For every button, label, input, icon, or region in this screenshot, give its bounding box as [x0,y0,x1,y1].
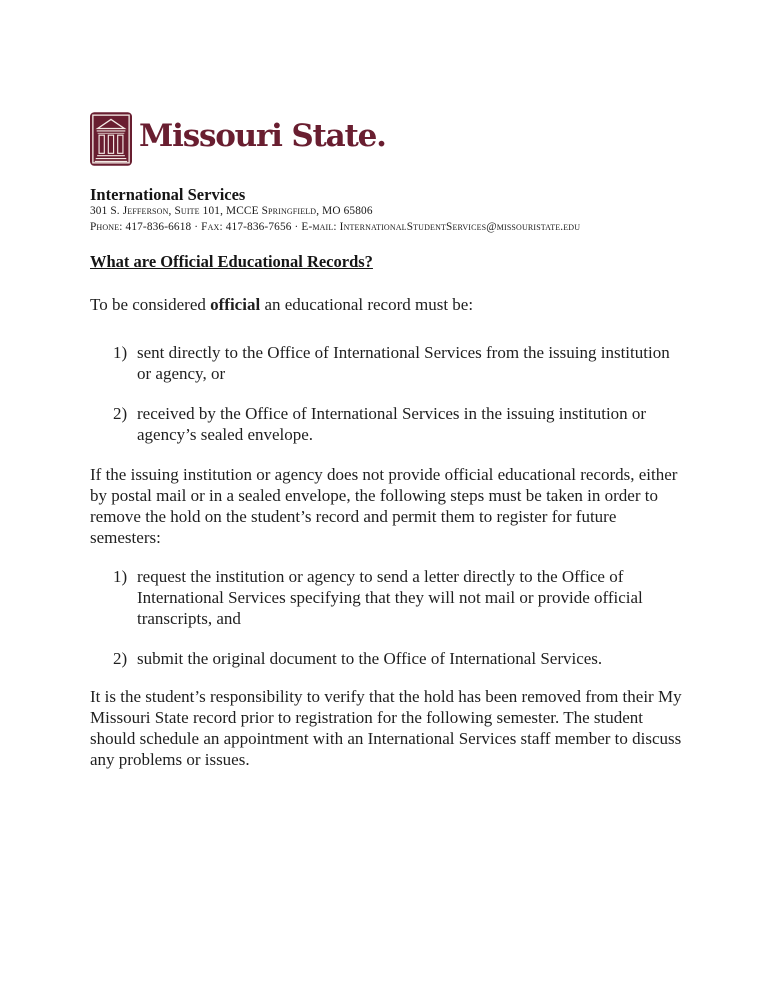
list-item [113,342,682,384]
steps-paragraph: If the issuing institution or agency does not provide official educational records, either by postal mail or in a sealed envelope, the following steps must be taken in order to remove the hold on the student’s record and permit them to register for future semesters: [90,465,678,547]
columns-building-icon [90,112,132,166]
missouri-state-logo [90,112,682,166]
intro-text-bold: official [210,295,261,314]
list-item-number: 2) [113,404,128,423]
list-item-text: sent directly to the Office of International Services from the issuing institution or agency, or [137,343,670,383]
numbered-list-hold-removal-steps [90,566,682,669]
intro-text-after: an educational record must be: [260,295,474,314]
intro-text-before: To be considered [90,295,211,314]
list-item-text: received by the Office of International Services in the issuing institution or agency’s sealed envelope. [137,404,647,444]
list-item [113,403,682,445]
numbered-list-official-criteria [90,342,682,445]
list-item [113,648,682,669]
list-item-number: 1) [113,567,128,586]
contact-line: Phone: 417-836-6618 · Fax: 417-836-7656 · E-mail: InternationalStudentServices@missouristate.edu [90,220,581,233]
list-item-text: submit the original document to the Office of International Services. [137,649,603,668]
list-item-number: 2) [113,649,128,668]
logo-wordmark: Missouri State. [139,117,386,154]
responsibility-paragraph: It is the student’s responsibility to verify that the hold has been removed from their My Missouri State record prior to registration for the following semester. The student should schedule an appointment with an International Services staff member to discuss any problems or issues. [90,687,682,769]
list-item [113,566,682,629]
list-item-text: request the institution or agency to send a letter directly to the Office of International Services specifying that they will not mail or provide official transcripts, and [137,567,643,628]
section-heading: What are Official Educational Records? [90,252,373,271]
department-name: International Services [90,185,246,204]
list-item-number: 1) [113,343,128,362]
intro-paragraph [90,294,682,315]
address-line: 301 S. Jefferson, Suite 101, MCCE Springfield, MO 65806 [90,205,373,217]
